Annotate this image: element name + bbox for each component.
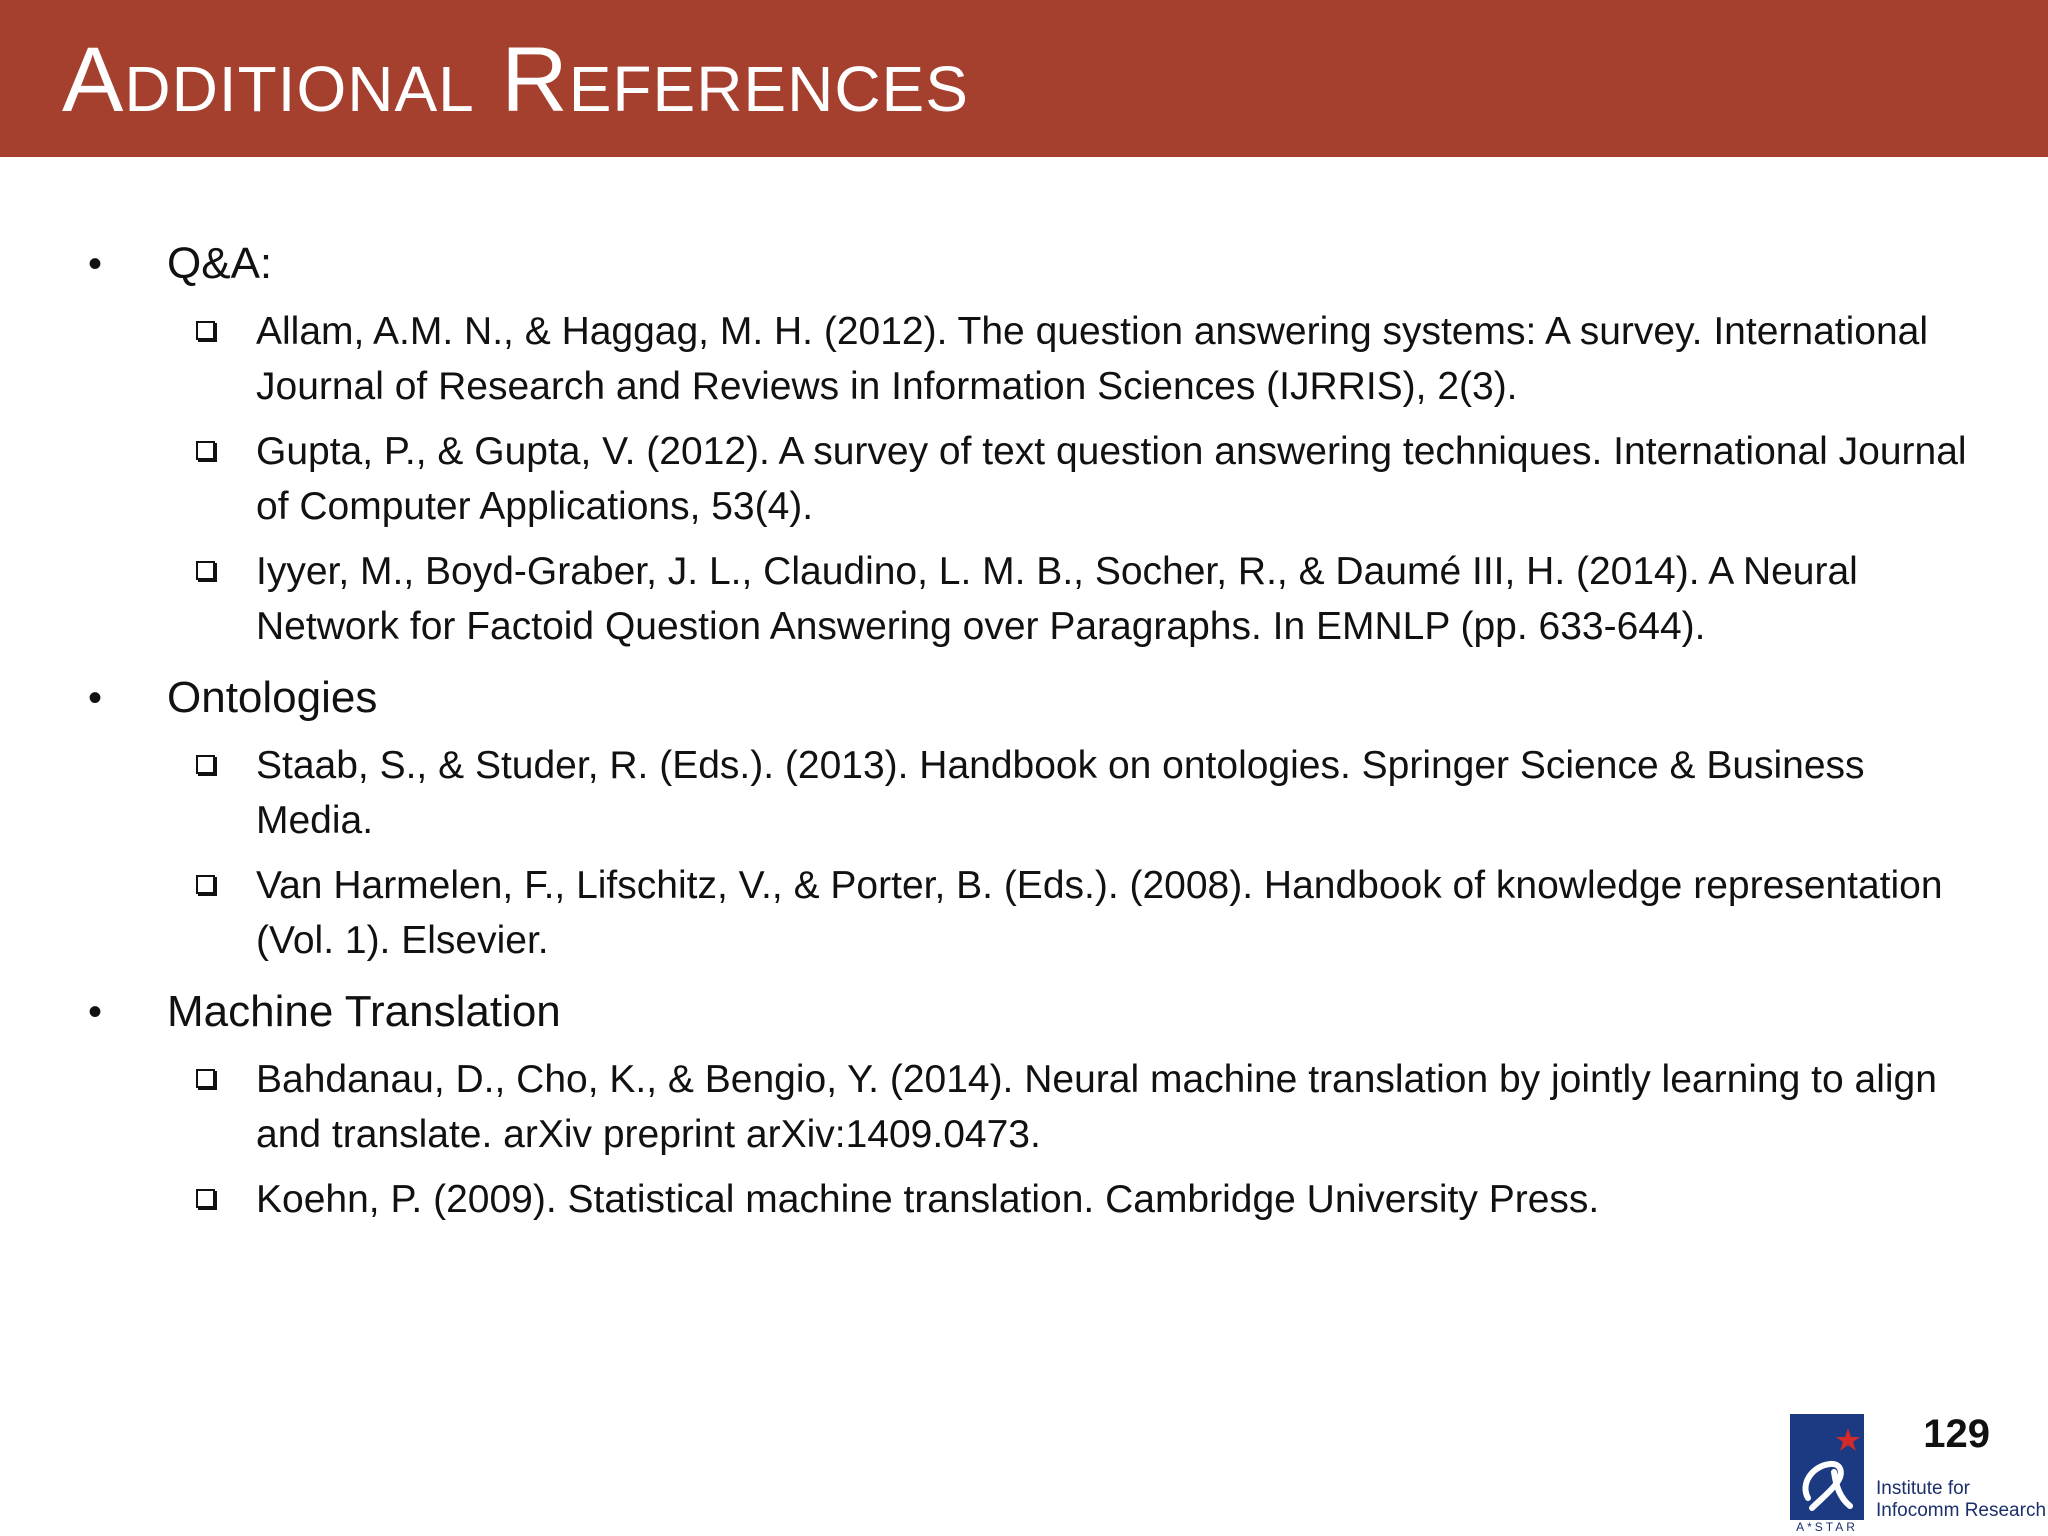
reference-list (0, 738, 2048, 968)
section-heading (0, 230, 2048, 298)
page-number: 129 (1923, 1412, 1990, 1456)
references-content (0, 230, 2048, 1237)
reference-text: Koehn, P. (2009). Statistical machine translation. Cambridge University Press. (256, 1178, 1600, 1221)
square-bullet-icon (196, 875, 215, 894)
reference-item (0, 304, 2048, 414)
institute-logo (1790, 1414, 2047, 1534)
bullet-icon: • (88, 242, 103, 286)
square-bullet-icon (196, 1069, 215, 1088)
section-qa (0, 230, 2048, 654)
bullet-icon: • (88, 676, 103, 720)
reference-list (0, 304, 2048, 654)
reference-item (0, 738, 2048, 848)
square-bullet-icon (196, 1189, 215, 1208)
square-bullet-icon (196, 321, 215, 340)
section-heading (0, 664, 2048, 732)
reference-text: Iyyer, M., Boyd-Graber, J. L., Claudino, L. M. B., Socher, R., & Daumé III, H. (2014). A Neural Network for Factoid Question Answering over Paragraphs. In EMNLP (pp. 633-644). (256, 550, 1858, 648)
section-heading-label: Q&A: (167, 239, 273, 288)
reference-text: Staab, S., & Studer, R. (Eds.). (2013). Handbook on ontologies. Springer Science & Business Media. (256, 744, 1865, 842)
reference-text: Bahdanau, D., Cho, K., & Bengio, Y. (2014). Neural machine translation by jointly learning to align and translate. arXiv preprint arXiv:1409.0473. (256, 1058, 1937, 1156)
square-bullet-icon (196, 441, 215, 460)
reference-item (0, 858, 2048, 968)
institute-name-line2: Infocomm Research (1876, 1500, 2047, 1521)
section-ontologies (0, 664, 2048, 968)
title-bar (0, 0, 2048, 157)
reference-text: Van Harmelen, F., Lifschitz, V., & Porter, B. (Eds.). (2008). Handbook of knowledge representation (Vol. 1). Elsevier. (256, 864, 1943, 962)
square-bullet-icon (196, 561, 215, 580)
section-machine-translation (0, 978, 2048, 1227)
reference-text: Gupta, P., & Gupta, V. (2012). A survey of text question answering techniques. International Journal of Computer Applications, 53(4). (256, 430, 1967, 528)
slide-title: Additional References (62, 29, 969, 131)
section-heading (0, 978, 2048, 1046)
section-heading-label: Machine Translation (167, 987, 561, 1036)
square-bullet-icon (196, 755, 215, 774)
reference-item (0, 424, 2048, 534)
institute-name-line1: Institute for (1876, 1478, 1970, 1499)
reference-list (0, 1052, 2048, 1227)
astar-logo-icon (1790, 1414, 1864, 1520)
section-heading-label: Ontologies (167, 673, 378, 722)
reference-item (0, 1172, 2048, 1227)
institute-name (1876, 1478, 2046, 1522)
reference-item (0, 1052, 2048, 1162)
logo-caption: A*STAR (1796, 1520, 1858, 1534)
reference-item (0, 544, 2048, 654)
bullet-icon: • (88, 990, 103, 1034)
reference-text: Allam, A.M. N., & Haggag, M. H. (2012). The question answering systems: A survey. International Journal of Research and Reviews in Information Sciences (IJRRIS), 2(3). (256, 310, 1928, 408)
